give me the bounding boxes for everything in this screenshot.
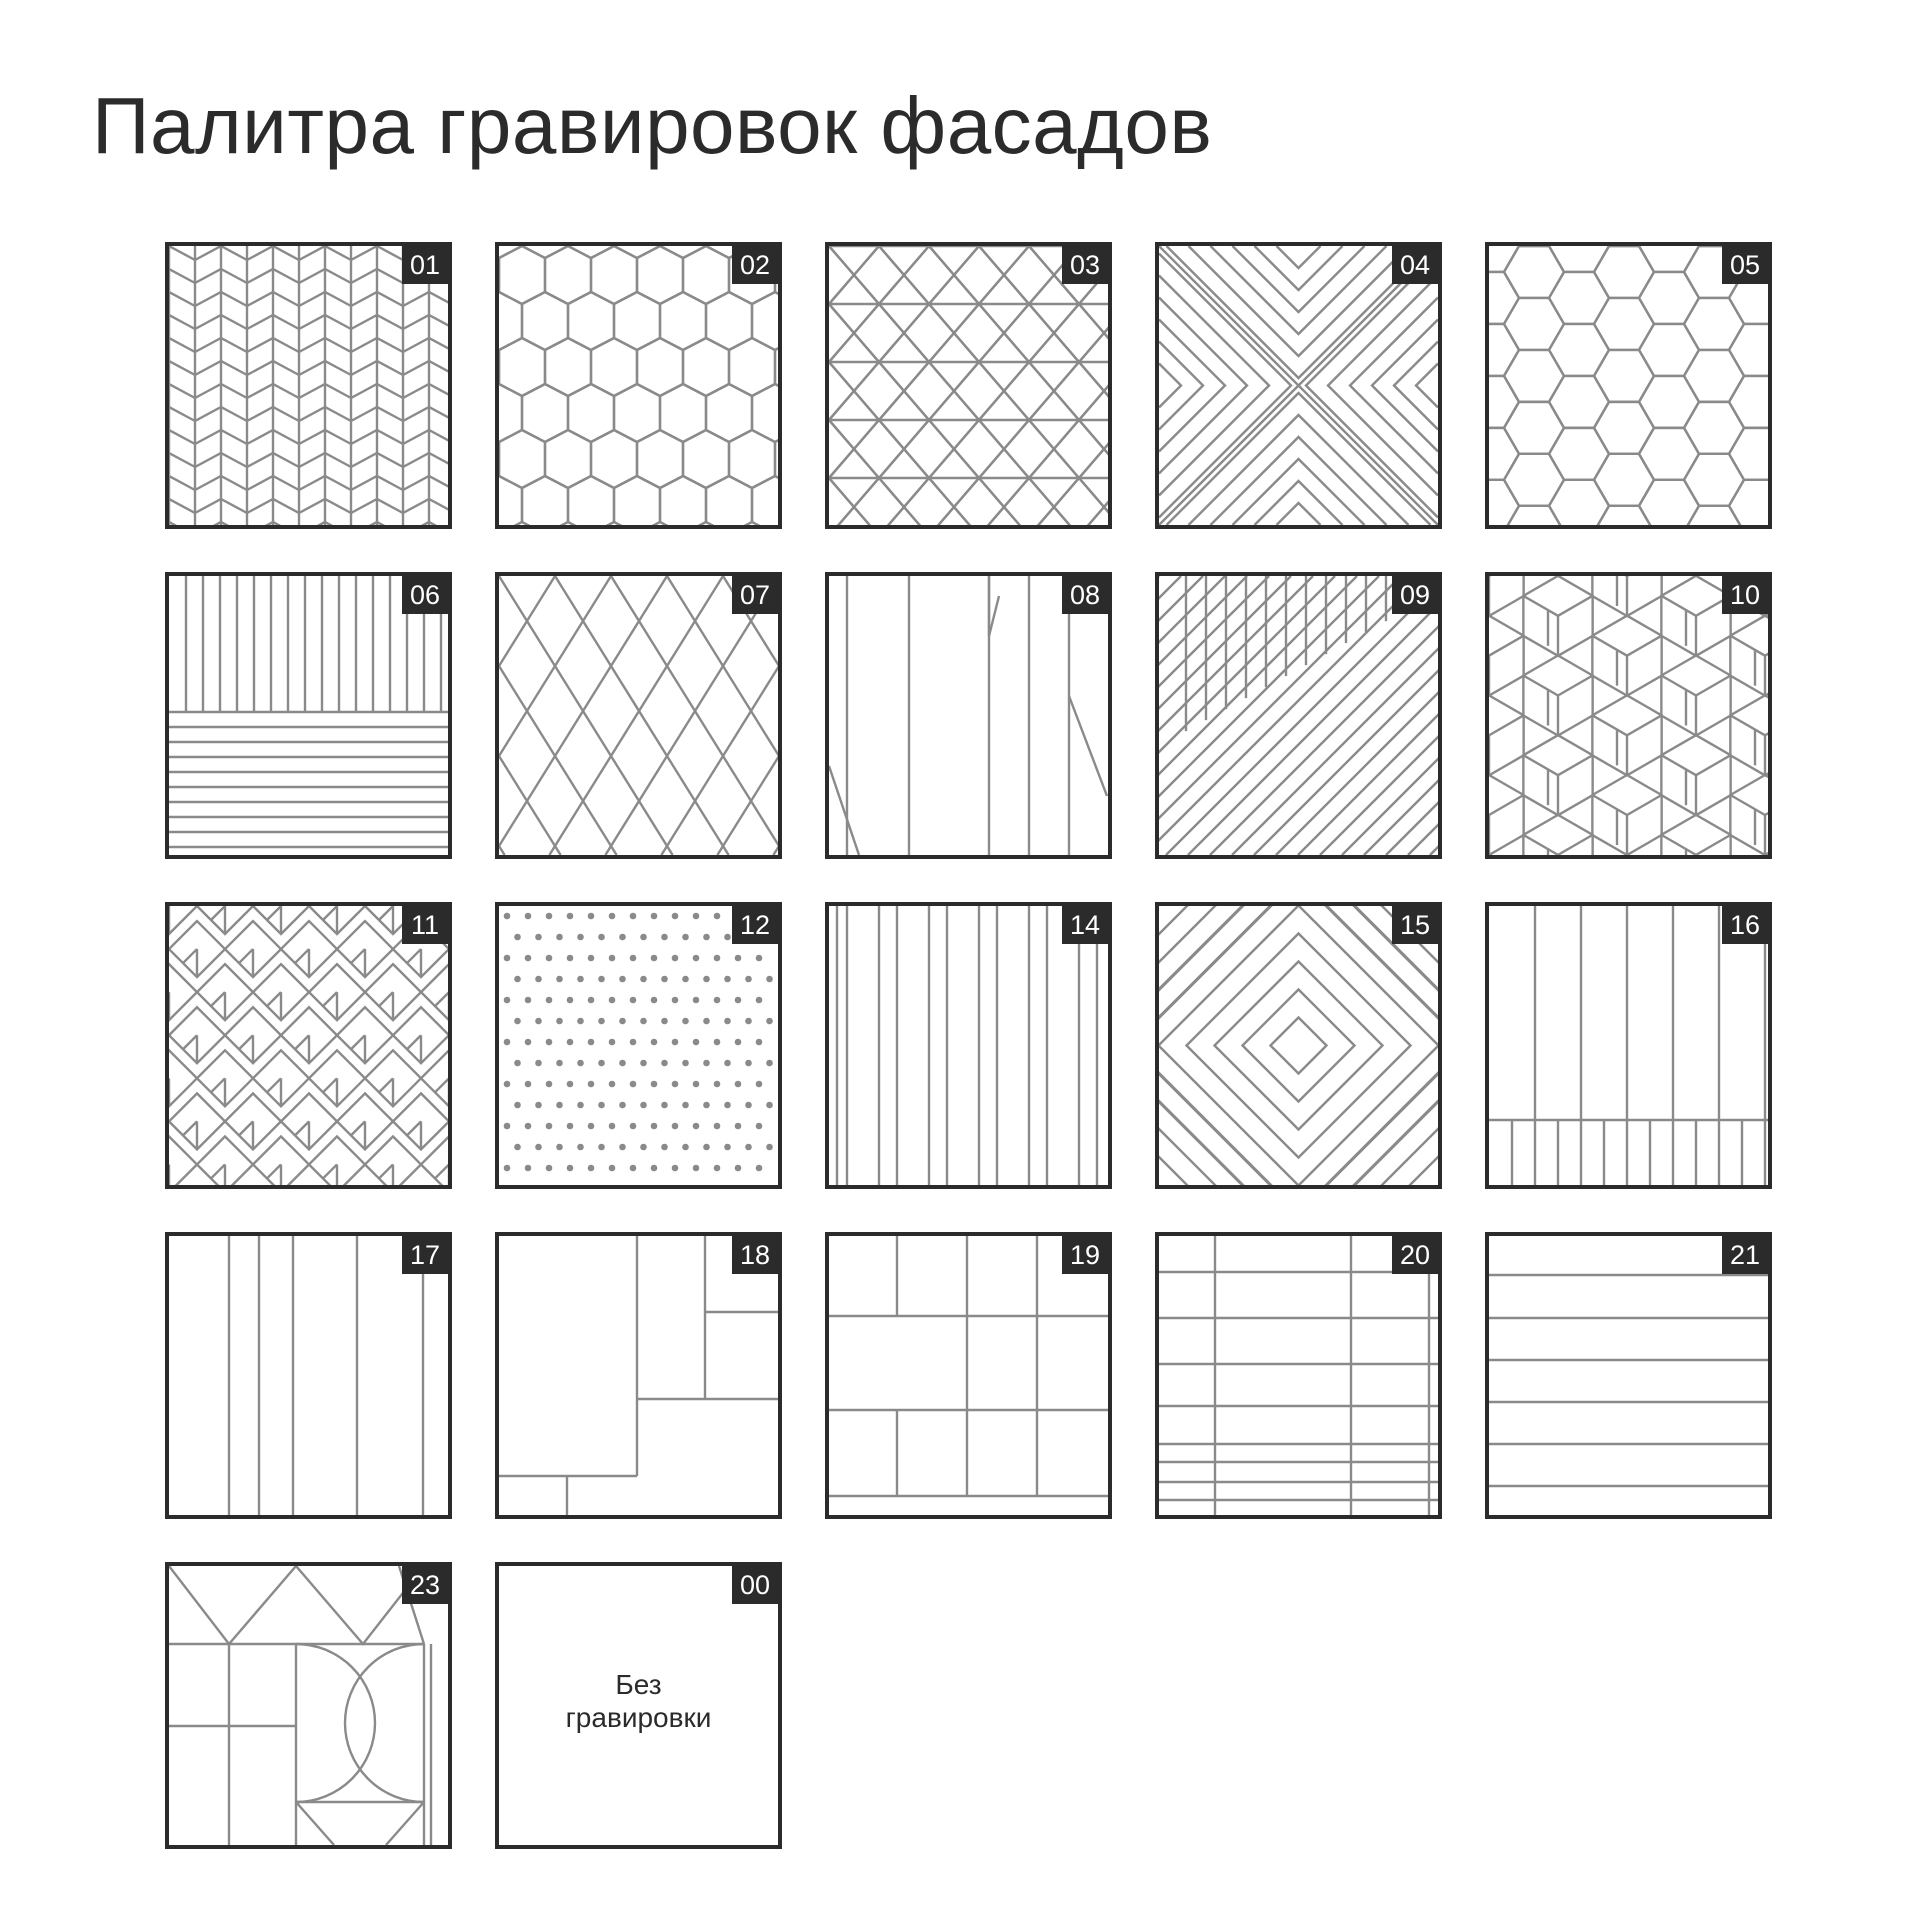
- tile-code-badge: 11: [402, 906, 448, 944]
- diagonal-x-chevrons-pattern-icon: [1159, 246, 1438, 525]
- herringbone-chevron-pattern-icon: [169, 246, 448, 525]
- tile-code-badge: 20: [1392, 1236, 1438, 1274]
- tile-code-badge: 05: [1722, 246, 1768, 284]
- tile-code-badge: 09: [1392, 576, 1438, 614]
- tile-code-badge: 08: [1062, 576, 1108, 614]
- engraving-tile-07[interactable]: [495, 572, 782, 859]
- dot-grid-pattern-icon: [499, 906, 778, 1185]
- engraving-tile-05[interactable]: [1485, 242, 1772, 529]
- engraving-tile-11[interactable]: [165, 902, 452, 1189]
- tile-code-badge: 21: [1722, 1236, 1768, 1274]
- engraving-tile-03[interactable]: [825, 242, 1112, 529]
- engraving-tile-09[interactable]: [1155, 572, 1442, 859]
- tile-code-badge: 04: [1392, 246, 1438, 284]
- engraving-tile-06[interactable]: [165, 572, 452, 859]
- engraving-tile-15[interactable]: [1155, 902, 1442, 1189]
- engraving-tile-21[interactable]: [1485, 1232, 1772, 1519]
- tile-code-badge: 10: [1722, 576, 1768, 614]
- tile-code-badge: 07: [732, 576, 778, 614]
- 3d-cube-parquet-pattern-icon: [1489, 576, 1768, 855]
- grid-blocks-pattern-icon: [829, 1236, 1108, 1515]
- engraving-tile-18[interactable]: [495, 1232, 782, 1519]
- tile-code-badge: 02: [732, 246, 778, 284]
- engraving-tile-01[interactable]: [165, 242, 452, 529]
- engraving-tile-08[interactable]: [825, 572, 1112, 859]
- engraving-tile-04[interactable]: [1155, 242, 1442, 529]
- horizontal-stripes-pattern-icon: [1489, 1236, 1768, 1515]
- ledger-grid-pattern-icon: [1159, 1236, 1438, 1515]
- rotated-cube-outline-pattern-icon: [169, 906, 448, 1185]
- irregular-vertical-panels-pattern-icon: [829, 576, 1108, 855]
- tile-code-badge: 15: [1392, 906, 1438, 944]
- engraving-tile-19[interactable]: [825, 1232, 1112, 1519]
- tile-code-badge: 12: [732, 906, 778, 944]
- engraving-tile-16[interactable]: [1485, 902, 1772, 1189]
- rectangular-blocks-pattern-icon: [499, 1236, 778, 1515]
- tile-code-badge: 03: [1062, 246, 1108, 284]
- engraving-tile-10[interactable]: [1485, 572, 1772, 859]
- engraving-tile-00[interactable]: [495, 1562, 782, 1849]
- tile-code-badge: 16: [1722, 906, 1768, 944]
- elongated-hexagon-pattern-icon: [499, 246, 778, 525]
- tile-caption: Без гравировки: [565, 1669, 712, 1733]
- engraving-tile-12[interactable]: [495, 902, 782, 1189]
- page-title: Палитра гравировок фасадов: [92, 81, 1213, 170]
- tile-code-badge: 17: [402, 1236, 448, 1274]
- vertical-stripes-with-band-pattern-icon: [1489, 906, 1768, 1185]
- engraving-tile-14[interactable]: [825, 902, 1112, 1189]
- tile-code-badge: 18: [732, 1236, 778, 1274]
- tile-code-badge: 06: [402, 576, 448, 614]
- engraving-tile-23[interactable]: [165, 1562, 452, 1849]
- tile-code-badge: 14: [1062, 906, 1108, 944]
- engraving-tile-20[interactable]: [1155, 1232, 1442, 1519]
- hexagon-honeycomb-pattern-icon: [1489, 246, 1768, 525]
- concentric-diamonds-pattern-icon: [1159, 906, 1438, 1185]
- tile-code-badge: 01: [402, 246, 448, 284]
- engraving-tile-02[interactable]: [495, 242, 782, 529]
- tile-code-badge: 00: [732, 1566, 778, 1604]
- cube-star-lattice-pattern-icon: [829, 246, 1108, 525]
- vertical-stripes-mixed-pattern-icon: [829, 906, 1108, 1185]
- tile-code-badge: 19: [1062, 1236, 1108, 1274]
- tile-code-badge: 23: [402, 1566, 448, 1604]
- engraving-tile-17[interactable]: [165, 1232, 452, 1519]
- vertical-over-horizontal-stripes-pattern-icon: [169, 576, 448, 855]
- diagonal-over-vertical-stripes-pattern-icon: [1159, 576, 1438, 855]
- geometric-bauhaus-pattern-icon: [169, 1566, 448, 1845]
- diamond-harlequin-pattern-icon: [499, 576, 778, 855]
- wide-vertical-panels-pattern-icon: [169, 1236, 448, 1515]
